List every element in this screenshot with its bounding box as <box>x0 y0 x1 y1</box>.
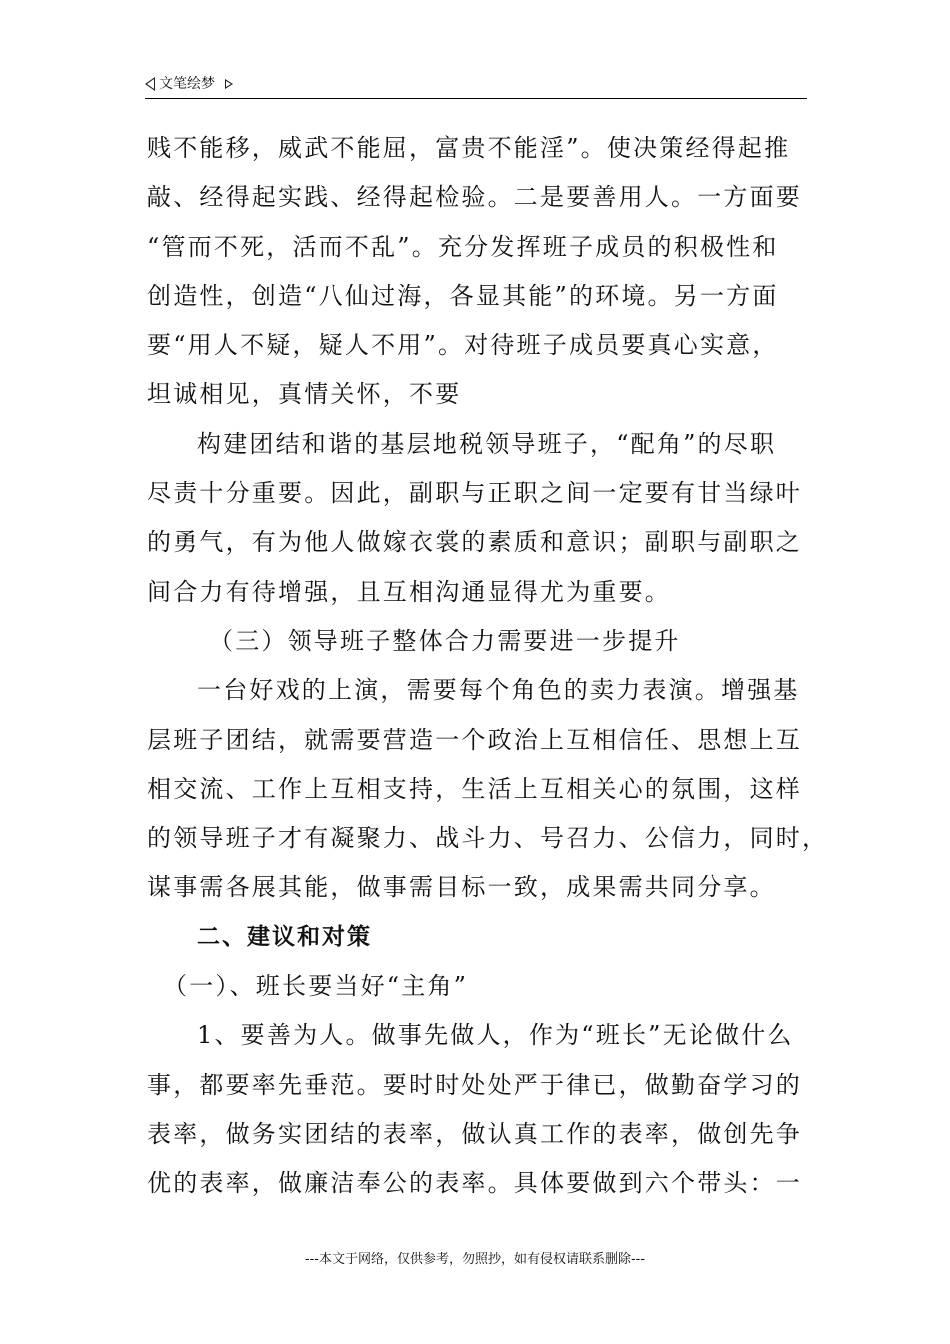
document-body <box>147 124 829 1209</box>
text-line: 相交流、工作上互相支持，生活上互相关心的氛围，这样 <box>147 774 802 803</box>
paragraph-start: 构建团结和谐的基层地税领导班子，“配角”的尽职 <box>197 429 777 458</box>
text-line: 敲、经得起实践、经得起检验。二是要善用人。一方面要 <box>147 183 802 212</box>
paragraph-start: 1、要善为人。做事先做人，作为“班长”无论做什么 <box>197 1021 794 1050</box>
triangle-left-icon <box>145 77 155 91</box>
text-line: 谋事需各展其能，做事需目标一致，成果需共同分享。 <box>147 873 776 902</box>
text-line: 贱不能移，威武不能屈，富贵不能淫”。使决策经得起推 <box>147 134 791 162</box>
text-line: 表率，做务实团结的表率，做认真工作的表率，做创先争 <box>147 1119 802 1148</box>
text-line: 的勇气，有为他人做嫁衣裳的素质和意识；副职与副职之 <box>147 528 802 557</box>
text-line: 坦诚相见，真情关怀，不要 <box>147 380 462 409</box>
text-line: 尽责十分重要。因此，副职与正职之间一定要有甘当绿叶 <box>147 479 802 508</box>
page-footer: ---本文于网络，仅供参考，勿照抄，如有侵权请联系删除--- <box>304 1252 646 1267</box>
text-line: 优的表率，做廉洁奉公的表率。具体要做到六个带头：一 <box>147 1169 802 1198</box>
text-line: 层班子团结，就需要营造一个政治上互相信任、思想上互 <box>147 725 802 754</box>
section-heading: 二、建议和对策 <box>197 923 372 950</box>
text-line: 间合力有待增强，且互相沟通显得尤为重要。 <box>147 577 671 606</box>
triangle-right-icon <box>225 79 233 89</box>
page-header <box>145 74 807 99</box>
text-line: 事，都要率先垂范。要时时处处严于律已，做勤奋学习的 <box>147 1070 802 1099</box>
subheading-3: （三）领导班子整体合力需要进一步提升 <box>209 626 681 655</box>
text-line: 创造性，创造“八仙过海，各显其能”的环境。另一方面 <box>147 281 779 310</box>
header-title: 文笔绘梦 <box>159 76 215 92</box>
subheading-1: （一）、班长要当好“主角” <box>163 972 469 1001</box>
text-line: 的领导班子才有凝聚力、战斗力、号召力、公信力，同时， <box>147 824 829 853</box>
text-line: “管而不死，活而不乱”。充分发挥班子成员的积极性和 <box>147 232 779 261</box>
paragraph-start: 一台好戏的上演，需要每个角色的卖力表演。增强基 <box>197 676 800 705</box>
text-line: 要“用人不疑，疑人不用”。对待班子成员要真心实意， <box>147 331 779 360</box>
